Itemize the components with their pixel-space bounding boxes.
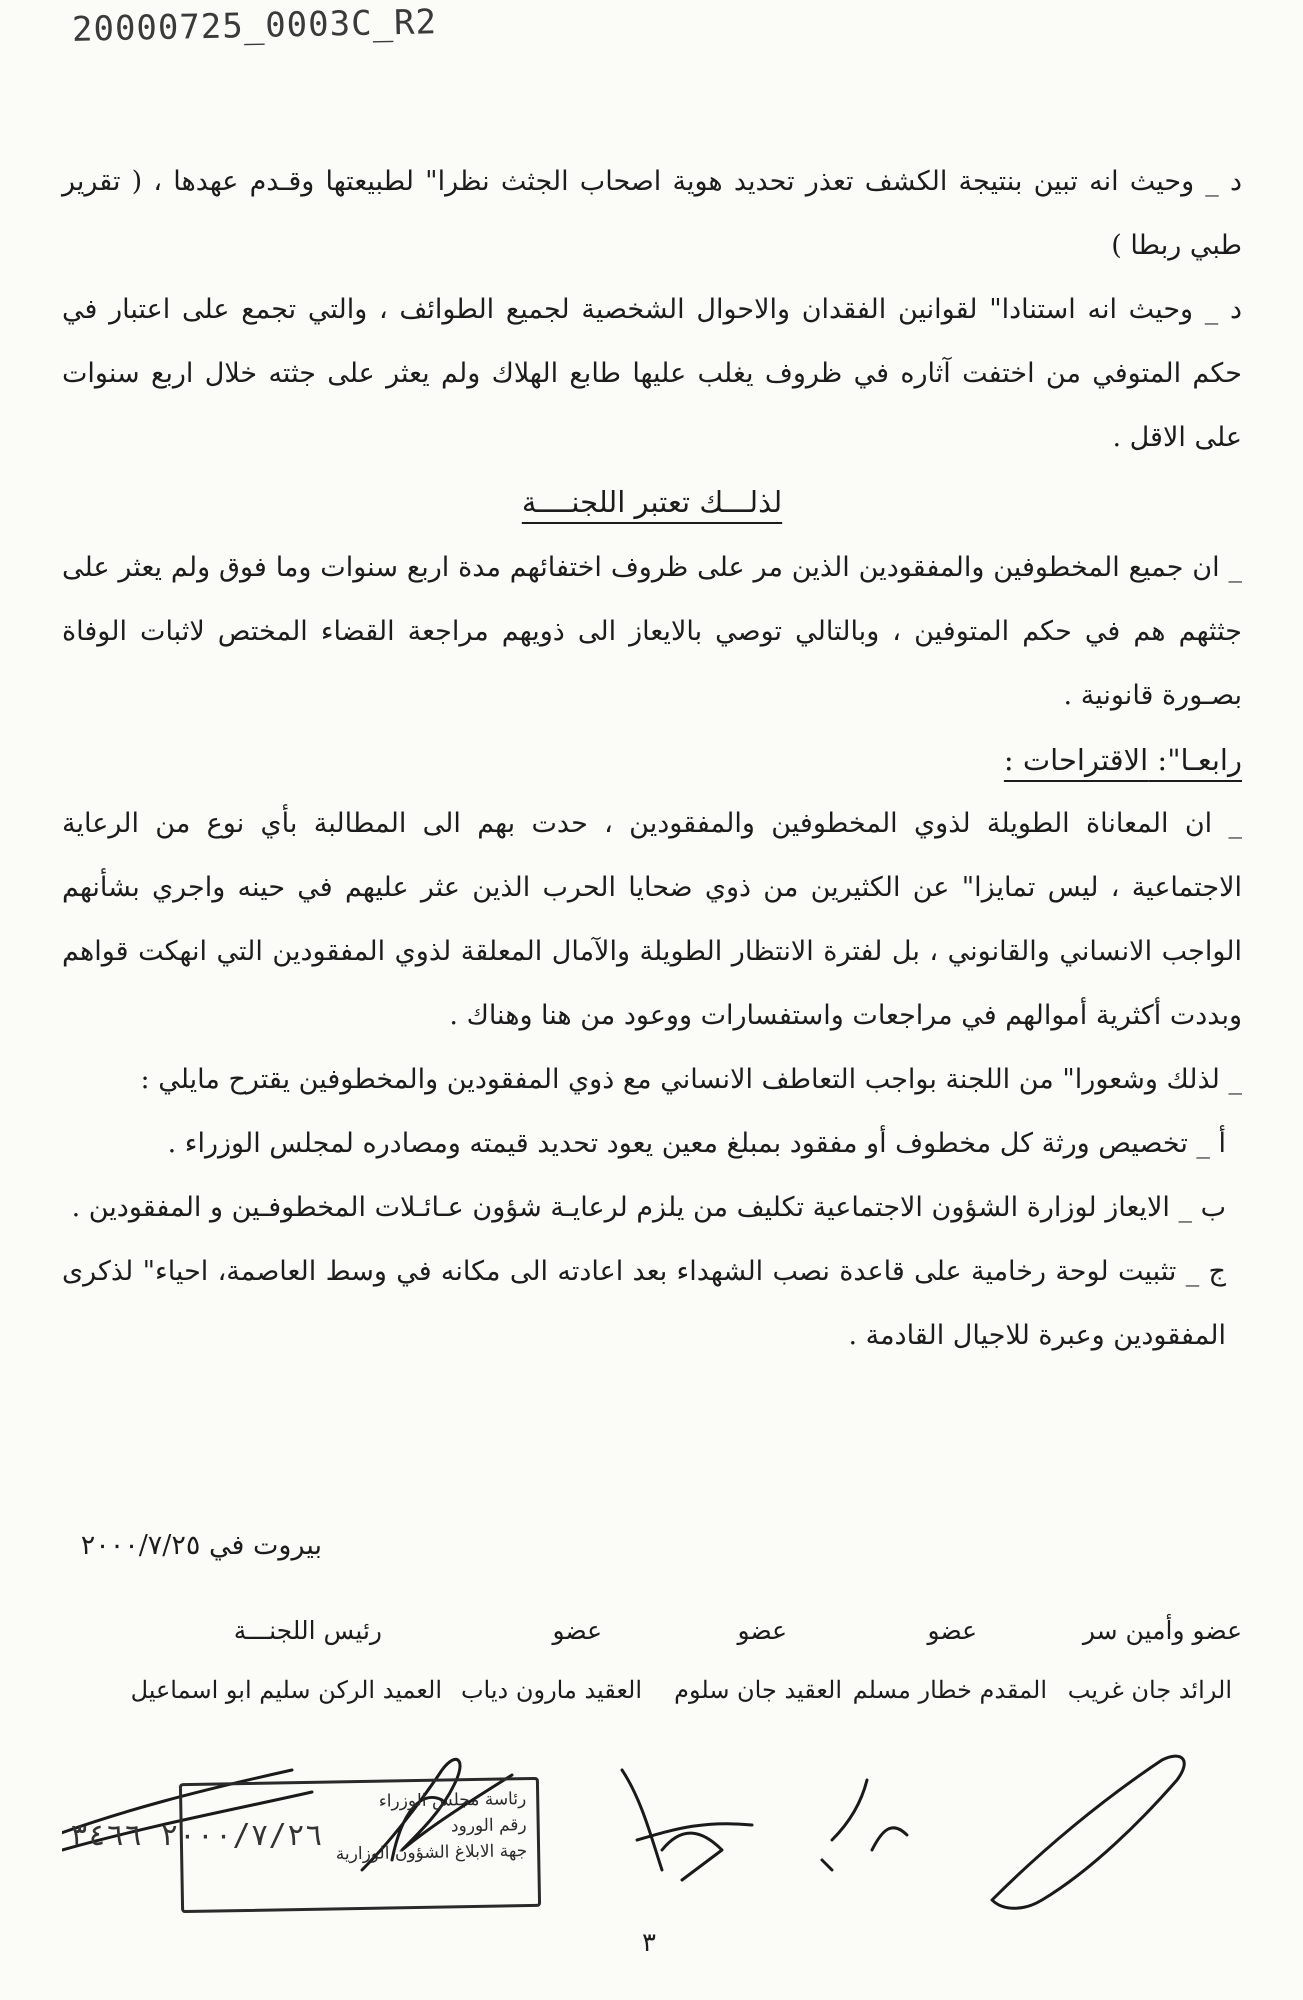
page-number: ٣ [642,1928,656,1958]
signatory-name-1: الرائد جان غريب [1067,1676,1232,1704]
stamp-line-1: رئاسة مجلس الوزراء [378,1789,527,1812]
signatory-roles [62,1616,1242,1656]
proposal-item-c: ج _ تثبيت لوحة رخامية على قاعدة نصب الشهداء بعد اعادته الى مكانه في وسط العاصمة، احياء" لذكرى المفقودين وعبرة للاجيال القادمة . [62,1256,1226,1351]
stamp-number: ٢٠٠٠/٧/٢٦ ٣٤٦٦ [70,1818,323,1853]
committee-heading [62,470,1242,536]
document-body [62,150,1242,1368]
signature-khattar-mousallem [822,1780,907,1870]
paragraph-identification: د _ وحيث انه تبين بنتيجة الكشف تعذر تحديد هوية اصحاب الجثث نظرا" لطبيعتها وقـدم عهدها ، ( تقرير طبي ربطا ) [62,166,1242,261]
signatory-role-3: عضو [737,1616,787,1645]
signature-jean-saloum [622,1770,752,1880]
signatory-role-4: عضو [552,1616,602,1645]
proposals-heading-label: الاقتراحات : [1003,743,1149,777]
stamp-line-3: جهة الابلاغ الشؤون الوزارية [335,1841,528,1865]
stamp-line-2: رقم الورود [450,1815,527,1837]
signature-jean-ghraib [992,1756,1184,1908]
signatory-name-5: العميد الركن سليم ابو اسماعيل [130,1676,442,1704]
committee-conclusion: _ ان جميع المخطوفين والمفقودين الذين مر على ظروف اختفائهم مدة اربع سنوات وما فوق ولم يعثر على جثثهم هم في حكم المتوفين ، وبالتالي توصي بالايعاز الى ذويهم مراجعة القضاء المختص لاثبات الوفاة بصـورة قانونية . [62,552,1242,711]
committee-heading-text: لذلـــك تعتبر اللجنــــة [521,485,783,519]
proposals-heading-prefix: رابعـا": [1148,743,1242,777]
proposals-heading [62,728,1242,792]
proposal-item-b: ب _ الايعاز لوزارة الشؤون الاجتماعية تكليف من يلزم لرعايـة شؤون عـائـلات المخطوفـين و المفقودين . [71,1192,1226,1223]
signatory-role-2: عضو [927,1616,977,1645]
signatory-name-4: العقيد مارون دياب [460,1676,642,1704]
proposals-paragraph-intro: _ لذلك وشعورا" من اللجنة بواجب التعاطف الانساني مع ذوي المفقودين والمخطوفين يقترح مايلي : [140,1064,1242,1095]
signatory-name-3: العقيد جان سلوم [674,1676,842,1704]
received-stamp [179,1777,541,1913]
document-reference-number: 20000725_0003C_R2 [71,2,438,50]
signatory-names [62,1676,1242,1716]
signatory-role-1: عضو وأمين سر [1082,1616,1242,1645]
place-and-date: بيروت في ٢٠٠٠/٧/٢٥ [80,1530,322,1561]
proposal-item-a: أ _ تخصيص ورثة كل مخطوف أو مفقود بمبلغ معين يعود تحديد قيمته ومصادره لمجلس الوزراء . [167,1128,1226,1159]
signatory-role-5: رئيس اللجنـــة [233,1616,382,1645]
signatory-name-2: المقدم خطار مسلم [852,1676,1047,1704]
paragraph-legal-basis: د _ وحيث انه استنادا" لقوانين الفقدان والاحوال الشخصية لجميع الطوائف ، والتي تجمع على اعتبار في حكم المتوفي من اختفت آثاره في ظروف يغلب عليها طابع الهلاك ولم يعثر على جثته خلال اربع سنوات على الاقل . [62,294,1242,453]
proposals-paragraph-suffering: _ ان المعاناة الطويلة لذوي المخطوفين والمفقودين ، حدت بهم الى المطالبة بأي نوع من الرعاية الاجتماعية ، ليس تمايزا" عن الكثيرين من ذوي ضحايا الحرب الذين عثر عليهم في حينه واجري بشأنهم الواجب الانساني والقانوني ، بل لفترة الانتظار الطويلة والآمال المعلقة لذوي المفقودين التي انهكت قواهم وبددت أكثرية أموالهم في مراجعات واستفسارات ووعود من هنا وهناك . [62,808,1242,1031]
